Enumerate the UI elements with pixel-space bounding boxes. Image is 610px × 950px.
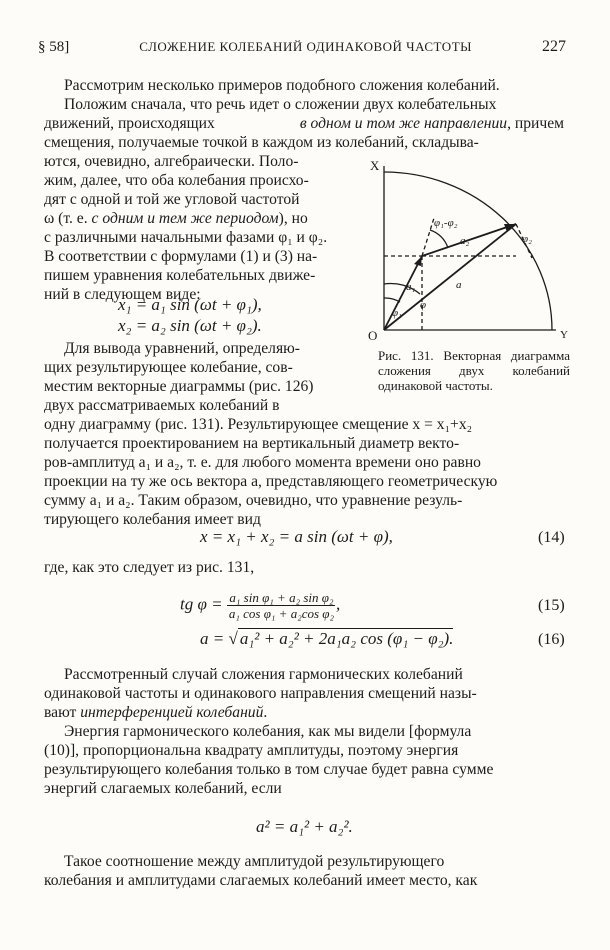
p5-emphasis-interference: интерференцией колебаний [80, 704, 264, 721]
vector-a1 [384, 256, 422, 330]
paragraph-4: где, как это следует из рис. 131, [44, 559, 255, 576]
label-phi1-phi2: φ₁-φ₂ [434, 217, 458, 229]
label-phi: φ [420, 299, 427, 311]
p3-line-2: щих результирующее колебание, сов- [44, 359, 293, 376]
label-y: Y [560, 329, 568, 341]
p6-line-2: (10)], пропорциональна квадрату амплитуды, поэтому энергия [44, 742, 459, 759]
p3-line-5: одну диаграмму (рис. 131). Результирующее смещение x = x₁+x₂ [44, 416, 473, 433]
label-phi1: φ₁ [392, 307, 402, 319]
p3-line-7: ров-амплитуд a₁ и a₂, т. е. для любого момента времени оно равно [44, 454, 481, 471]
p2-line-1: Положим сначала, что речь идет о сложении двух колебательных [64, 96, 497, 113]
equation-15-fraction [227, 590, 336, 621]
paragraph-1: Рассмотрим несколько примеров подобного сложения колебаний. [64, 77, 500, 94]
label-phi2: φ₂ [522, 233, 532, 245]
p6-line-1: Энергия гармонического колебания, как мы видели [формула [64, 723, 472, 740]
label-a2: a₂ [460, 235, 470, 247]
label-a1: a₁ [406, 281, 416, 293]
section-number: § 58] [38, 39, 70, 55]
p2-line-7-tail: ), но [278, 210, 308, 227]
amplitude-arc [384, 172, 552, 330]
phase-difference-guide [422, 218, 434, 256]
equation-14: x = x₁ + x₂ = a sin (ωt + φ), [200, 527, 393, 546]
p2-line-2-text: движений, происходящих [44, 115, 215, 132]
p2-line-10: пишем уравнения колебательных движе- [44, 267, 316, 284]
p3-line-10: тирующего колебания имеет вид [44, 511, 261, 528]
figure-caption: Рис. 131. Векторная диаграмма сложения двух колебаний одинаковой частоты. [378, 348, 570, 393]
page-number: 227 [541, 38, 566, 55]
p2-line-8: с различными начальными фазами φ₁ и φ₂. [44, 229, 328, 246]
angle-phi1-arc [384, 298, 400, 302]
equation-16-radicand: a₁² + a₂² + 2a₁a₂ cos (φ₁ − φ₂). [239, 629, 454, 648]
equation-15-denominator: a₁ cos φ₁ + a₂cos φ₂ [228, 606, 335, 621]
p5-line-3 [44, 704, 267, 723]
p2-emphasis-direction: в одном и том же направлении [299, 115, 508, 132]
p2-line-11: ний в следующем виде: [44, 286, 201, 303]
p3-line-3: местим векторные диаграммы (рис. 126) [44, 378, 314, 395]
p2-line-6: дят с одной и той же угловой частотой [44, 191, 300, 208]
p2-line-5: жим, далее, что оба колебания происхо- [44, 172, 309, 189]
equation-15 [180, 590, 340, 621]
p2-line-4: ются, очевидно, алгебраически. Поло- [44, 153, 299, 170]
running-title: СЛОЖЕНИЕ КОЛЕБАНИЙ ОДИНАКОВОЙ ЧАСТОТЫ [139, 39, 472, 54]
p5-line-1: Рассмотренный случай сложения гармонических колебаний [64, 666, 463, 683]
p3-line-4: двух рассматриваемых колебаний в [44, 397, 280, 414]
p6-line-3: результирующего колебания только в том случае будет равна сумме [44, 761, 494, 778]
equation-15-lhs: tg φ = [180, 594, 223, 614]
equation-16 [200, 630, 453, 649]
p3-line-9: сумму a₁ и a₂. Таким образом, очевидно, что уравнение резуль- [44, 492, 463, 509]
label-a: a [456, 279, 462, 291]
p2-line-9: В соответствии с формулами (1) и (3) на- [44, 248, 318, 265]
vector-diagram-figure [364, 158, 570, 342]
p3-line-6: получается проектированием на вертикальный диаметр векто- [44, 435, 460, 452]
p2-line-2 [44, 115, 564, 134]
equation-15-number: (15) [538, 597, 565, 614]
p6-line-4: энергий слагаемых колебаний, если [44, 780, 282, 797]
p5-line-3-tail: . [263, 704, 268, 721]
p2-line-7 [44, 210, 308, 229]
p3-line-1: Для вывода уравнений, определяю- [64, 340, 300, 357]
equation-15-numerator: a₁ sin φ₁ + a₂ sin φ₂ [229, 590, 334, 605]
angle-phi1-phi2-arc [430, 230, 448, 248]
p5-line-3-head: вают [44, 704, 77, 721]
vector-a [384, 224, 516, 330]
equation-15-tail: , [336, 594, 341, 614]
p2-line-2-tail: , причем [507, 115, 564, 132]
equation-16-lhs: a = √ [200, 629, 238, 648]
equation-x2: x₂ = a₂ sin (ωt + φ₂). [118, 316, 262, 335]
p5-line-2: одинаковой частоты и одинакового направления смещений назы- [44, 685, 477, 702]
label-x: X [370, 158, 380, 173]
equation-x1: x₁ = a₁ sin (ωt + φ₁), [118, 295, 262, 314]
p2-line-3: смещения, получаемые точкой в каждом из колебаний, складыва- [44, 134, 479, 151]
p7-line-2: колебания и амплитудами слагаемых колебаний имеет место, как [44, 872, 478, 889]
p7-line-1: Такое соотношение между амплитудой результирующего [64, 853, 445, 870]
equation-16-number: (16) [538, 631, 565, 648]
p3-line-8: проекции на ту же ось вектора a, представляющего геометрическую [44, 473, 498, 490]
p2-emphasis-period: с одним и тем же периодом [91, 210, 279, 227]
running-header [38, 38, 566, 57]
p2-line-7-head: ω (т. е. [44, 210, 88, 227]
equation-energy: a² = a₁² + a₂². [256, 817, 353, 836]
label-origin: O [368, 328, 378, 342]
equation-14-number: (14) [538, 529, 565, 546]
arrowhead-a1 [414, 256, 422, 266]
